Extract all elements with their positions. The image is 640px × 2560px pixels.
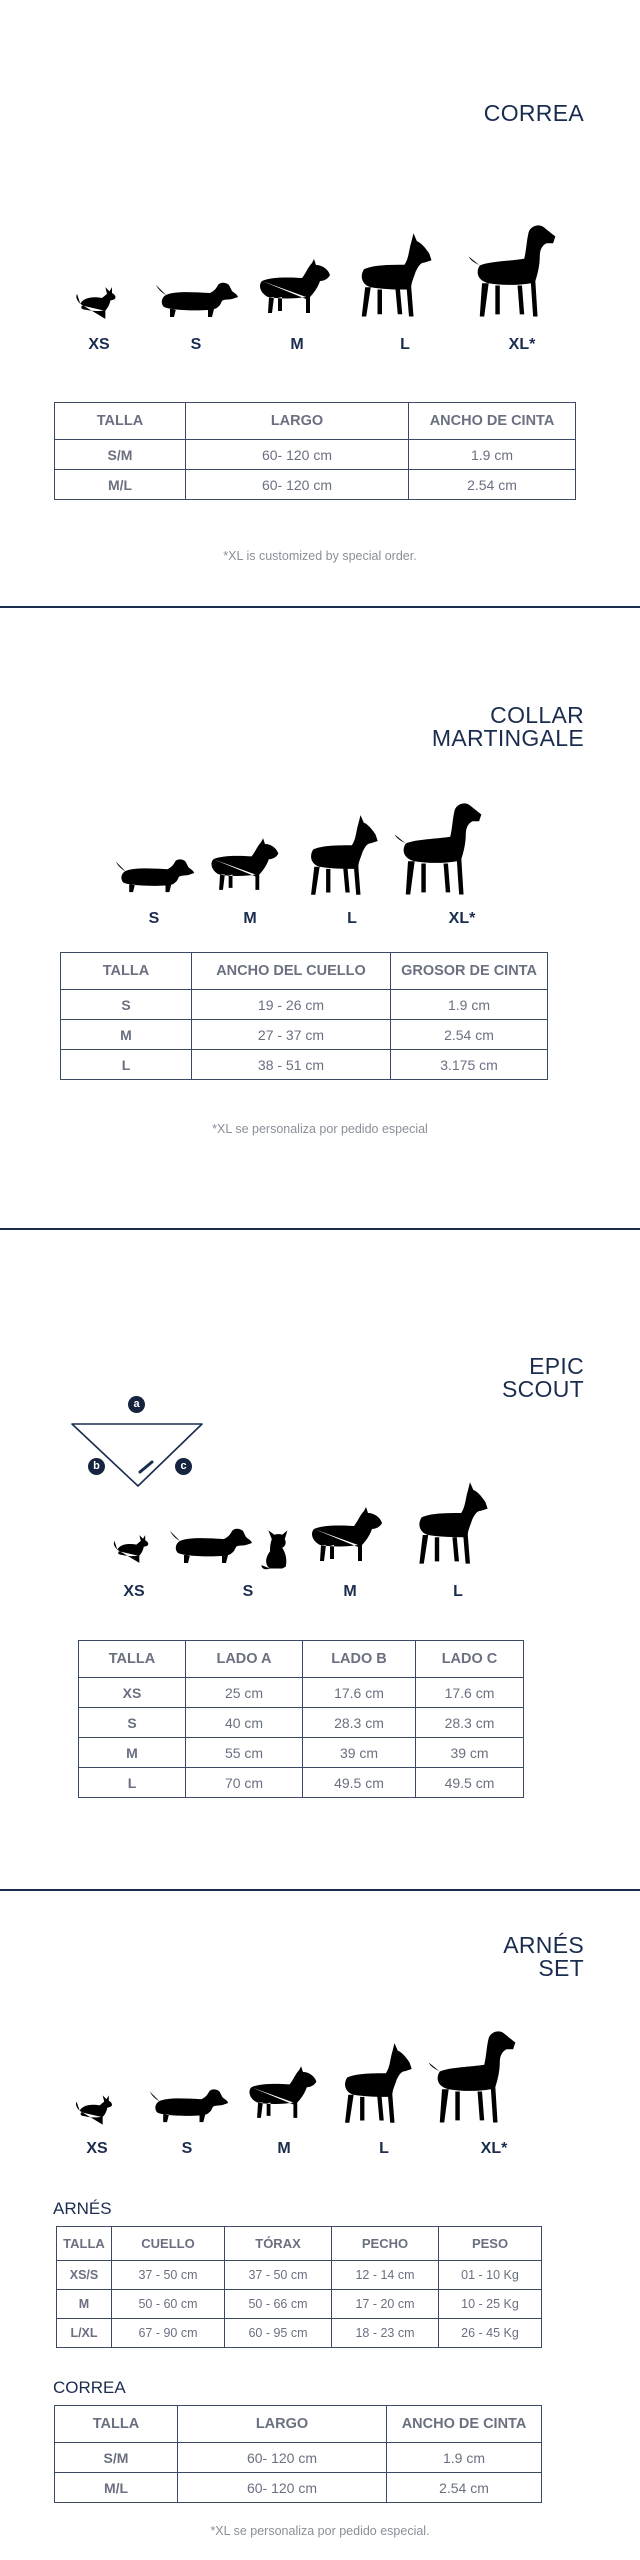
bandana-diagram-icon	[66, 1416, 216, 1496]
table-row	[61, 990, 548, 1020]
table-row	[79, 1708, 524, 1738]
table-cell: M	[61, 1020, 192, 1050]
table-cell: 3.175 cm	[391, 1050, 548, 1080]
table-row	[61, 1050, 548, 1080]
dog-m-icon	[238, 2058, 324, 2128]
correa-size-table	[54, 402, 576, 500]
section-divider	[0, 1228, 640, 1230]
arnes-size-table	[56, 2226, 542, 2348]
table-cell: 10 - 25 Kg	[439, 2290, 542, 2319]
collar-title	[432, 704, 584, 750]
table-cell: 19 - 26 cm	[192, 990, 391, 1020]
table-row	[79, 1738, 524, 1768]
table-cell: L/XL	[57, 2319, 112, 2348]
table-cell: S/M	[55, 2443, 178, 2473]
table-header: TALLA	[55, 403, 186, 440]
table-header: PECHO	[332, 2227, 439, 2261]
table-cell: 49.5 cm	[303, 1768, 416, 1798]
table-cell: 37 - 50 cm	[112, 2261, 225, 2290]
table-cell: L	[61, 1050, 192, 1080]
table-cell: S	[61, 990, 192, 1020]
cat-icon	[254, 1520, 300, 1572]
epic-size-table	[78, 1640, 524, 1798]
table-row	[79, 1678, 524, 1708]
table-header: LADO C	[416, 1641, 524, 1678]
dog-xl-icon	[388, 796, 488, 902]
table-cell: XS/S	[57, 2261, 112, 2290]
table-cell: 28.3 cm	[416, 1708, 524, 1738]
table-cell: 67 - 90 cm	[112, 2319, 225, 2348]
size-label-s: S	[181, 2140, 193, 2157]
dog-l-icon	[296, 810, 382, 902]
dog-xs-icon	[72, 2090, 118, 2130]
correa-title: CORREA	[483, 100, 584, 126]
size-label-xl: XL*	[480, 2140, 508, 2157]
table-header: PESO	[439, 2227, 542, 2261]
table-row	[57, 2261, 542, 2290]
table-cell: 28.3 cm	[303, 1708, 416, 1738]
table-cell: M/L	[55, 470, 186, 500]
size-label-m: M	[277, 2140, 291, 2157]
table-cell: M	[79, 1738, 186, 1768]
epic-title-line1: EPIC	[529, 1353, 584, 1379]
dog-s-icon	[166, 1518, 256, 1570]
section-divider	[0, 1889, 640, 1891]
dog-s-icon	[112, 848, 198, 900]
size-label-l: L	[453, 1583, 463, 1600]
arnes-title	[503, 1934, 584, 1980]
dog-xs-icon	[72, 282, 122, 324]
size-label-s: S	[148, 910, 160, 927]
table-cell: 2.54 cm	[409, 470, 576, 500]
dog-m-icon	[200, 830, 286, 900]
table-row	[79, 1768, 524, 1798]
table-cell: 17.6 cm	[303, 1678, 416, 1708]
table-cell: M/L	[55, 2473, 178, 2503]
table-header: LADO A	[186, 1641, 303, 1678]
table-header: ANCHO DE CINTA	[387, 2406, 542, 2443]
size-label-l: L	[347, 910, 357, 927]
side-c-label: c	[175, 1458, 192, 1475]
table-cell: 17 - 20 cm	[332, 2290, 439, 2319]
table-cell: S	[79, 1708, 186, 1738]
table-cell: 18 - 23 cm	[332, 2319, 439, 2348]
table-row	[57, 2319, 542, 2348]
table-header: TALLA	[79, 1641, 186, 1678]
table-cell: 40 cm	[186, 1708, 303, 1738]
table-cell: 70 cm	[186, 1768, 303, 1798]
table-header: LADO B	[303, 1641, 416, 1678]
table-header: TÓRAX	[225, 2227, 332, 2261]
table-cell: 55 cm	[186, 1738, 303, 1768]
table-cell: 27 - 37 cm	[192, 1020, 391, 1050]
size-label-l: L	[400, 336, 410, 353]
table-cell: XS	[79, 1678, 186, 1708]
table-row	[61, 1020, 548, 1050]
size-label-s: S	[242, 1583, 254, 1600]
dog-xs-icon	[110, 1530, 154, 1568]
collar-title-line1: COLLAR	[490, 702, 584, 728]
side-b-label: b	[88, 1458, 105, 1475]
size-label-l: L	[379, 2140, 389, 2157]
arnes-title-line1: ARNÉS	[503, 1932, 584, 1958]
dog-m-icon	[300, 1500, 390, 1570]
table-cell: 26 - 45 Kg	[439, 2319, 542, 2348]
size-label-xs: XS	[123, 1583, 145, 1600]
table-row	[55, 470, 576, 500]
table-cell: 2.54 cm	[387, 2473, 542, 2503]
epic-title-line2: SCOUT	[502, 1376, 584, 1402]
arnes-title-line2: SET	[538, 1955, 584, 1981]
size-label-m: M	[243, 910, 257, 927]
table-row	[57, 2290, 542, 2319]
size-label-s: S	[190, 336, 202, 353]
table-cell: 25 cm	[186, 1678, 303, 1708]
arnes-note: *XL se personaliza por pedido especial.	[210, 2524, 430, 2538]
correa-note: *XL is customized by special order.	[223, 549, 417, 563]
table-header: CUELLO	[112, 2227, 225, 2261]
size-label-xl: XL*	[508, 336, 536, 353]
size-label-xs: XS	[86, 2140, 108, 2157]
table-cell: 12 - 14 cm	[332, 2261, 439, 2290]
table-cell: M	[57, 2290, 112, 2319]
table-header: GROSOR DE CINTA	[391, 953, 548, 990]
dog-m-icon	[248, 252, 338, 322]
table-cell: 60- 120 cm	[186, 470, 409, 500]
table-cell: 1.9 cm	[387, 2443, 542, 2473]
dog-l-icon	[346, 228, 436, 324]
collar-size-table	[60, 952, 548, 1080]
table-cell: 2.54 cm	[391, 1020, 548, 1050]
table-cell: 60 - 95 cm	[225, 2319, 332, 2348]
table-cell: 37 - 50 cm	[225, 2261, 332, 2290]
table-cell: 50 - 60 cm	[112, 2290, 225, 2319]
collar-note: *XL se personaliza por pedido especial	[212, 1122, 428, 1136]
table-cell: L	[79, 1768, 186, 1798]
dog-xl-icon	[422, 2024, 522, 2130]
table-cell: 38 - 51 cm	[192, 1050, 391, 1080]
dog-s-icon	[152, 272, 242, 324]
arnes-correa-table	[54, 2405, 542, 2503]
table-row	[55, 2443, 542, 2473]
dog-l-icon	[404, 1478, 492, 1570]
dog-s-icon	[146, 2078, 232, 2130]
size-label-m: M	[343, 1583, 357, 1600]
table-header: LARGO	[178, 2406, 387, 2443]
table-cell: 49.5 cm	[416, 1768, 524, 1798]
table-cell: 60- 120 cm	[178, 2473, 387, 2503]
table-header: TALLA	[55, 2406, 178, 2443]
arnes-subheading: ARNÉS	[53, 2199, 112, 2218]
dog-l-icon	[330, 2038, 416, 2130]
collar-title-line2: MARTINGALE	[431, 725, 584, 751]
table-cell: 39 cm	[416, 1738, 524, 1768]
table-header: ANCHO DEL CUELLO	[192, 953, 391, 990]
table-header: TALLA	[57, 2227, 112, 2261]
table-row	[55, 2473, 542, 2503]
size-label-xl: XL*	[448, 910, 476, 927]
correa-subheading: CORREA	[53, 2378, 126, 2397]
section-divider	[0, 606, 640, 608]
epic-title	[502, 1355, 584, 1401]
table-cell: 01 - 10 Kg	[439, 2261, 542, 2290]
size-label-m: M	[290, 336, 304, 353]
table-cell: 60- 120 cm	[186, 440, 409, 470]
table-cell: S/M	[55, 440, 186, 470]
dog-xl-icon	[462, 218, 562, 324]
table-cell: 60- 120 cm	[178, 2443, 387, 2473]
table-header: ANCHO DE CINTA	[409, 403, 576, 440]
table-cell: 39 cm	[303, 1738, 416, 1768]
table-header: LARGO	[186, 403, 409, 440]
size-label-xs: XS	[88, 336, 110, 353]
table-cell: 1.9 cm	[391, 990, 548, 1020]
side-a-label: a	[128, 1396, 145, 1413]
table-row	[55, 440, 576, 470]
table-header: TALLA	[61, 953, 192, 990]
table-cell: 17.6 cm	[416, 1678, 524, 1708]
table-cell: 50 - 66 cm	[225, 2290, 332, 2319]
table-cell: 1.9 cm	[409, 440, 576, 470]
